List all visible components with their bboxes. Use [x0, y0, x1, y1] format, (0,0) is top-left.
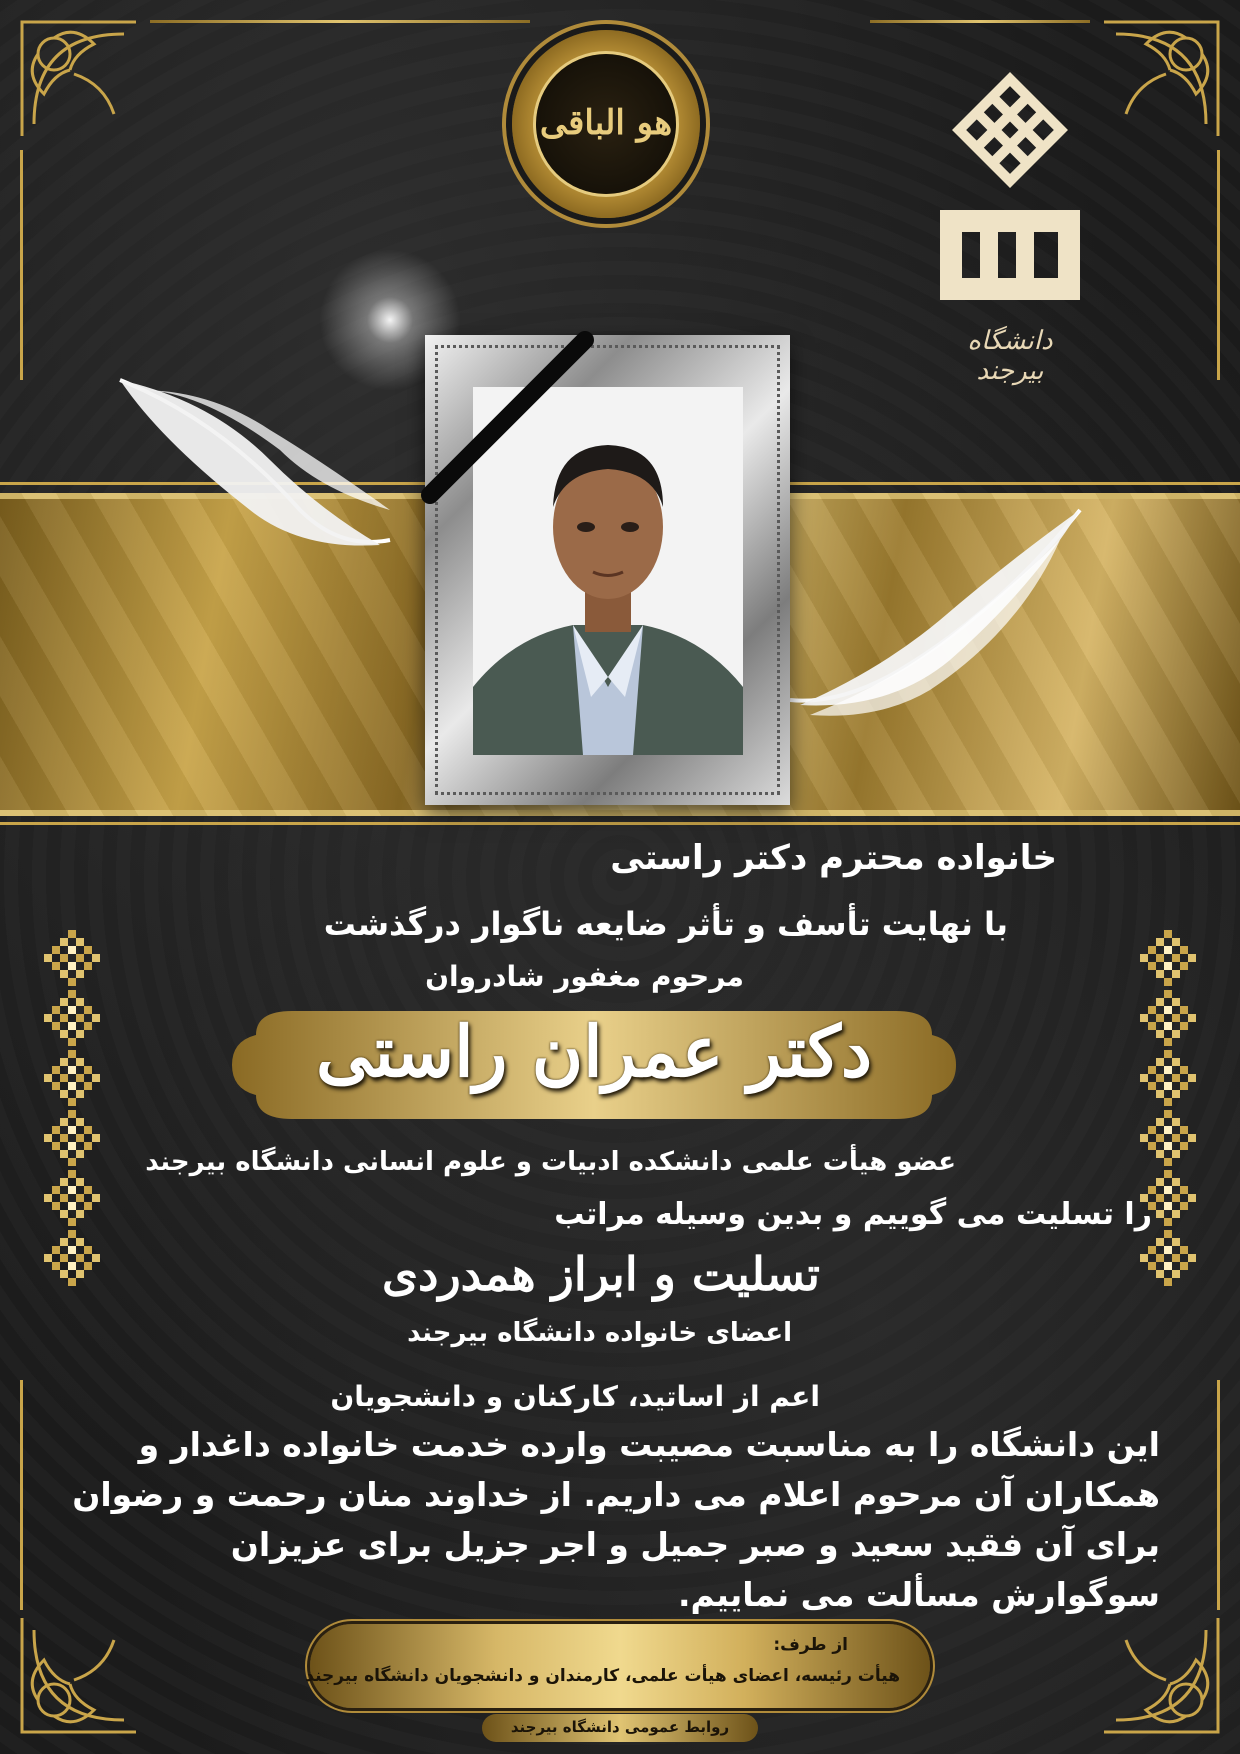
corner-ornament-top-right [1096, 14, 1226, 144]
corner-ornament-bottom-left [14, 1610, 144, 1740]
prayer-paragraph: این دانشگاه را به مناسبت مصیبت وارده خدمت خانواده داغدار و همکاران آن مرحوم اعلام می داریم. از خداوند منان رحمت و رضوان برای آن فقید سعید و صبر جمیل و اجر جزیل برای عزیزان سوگوارش مسألت می نماییم. [72, 1425, 1160, 1614]
gold-rule-bottom [0, 822, 1240, 825]
border-line-right [1217, 150, 1220, 380]
family-line: اعضای خانواده دانشگاه بیرجند [407, 1318, 792, 1348]
corner-ornament-bottom-right [1096, 1610, 1226, 1740]
faculty-line: عضو هیأت علمی دانشکده ادبیات و علوم انسانی دانشگاه بیرجند [145, 1147, 956, 1177]
feather-left-image [100, 360, 400, 560]
border-line-left [20, 150, 23, 380]
border-line-right-bottom [1217, 1380, 1220, 1610]
border-line-top-right [870, 20, 1090, 23]
hoval-baqi-medallion [512, 30, 700, 218]
border-line-top-left [150, 20, 530, 23]
footer-from-label: از طرف: [773, 1635, 848, 1655]
lattice-ornament-left [40, 930, 104, 1290]
deceased-name: دکتر عمران راستی [315, 1010, 873, 1093]
university-logo [930, 60, 1090, 360]
sorrow-line: با نهایت تأسف و تأثر ضایعه ناگوار درگذشت [323, 905, 1008, 943]
lattice-ornament-right [1136, 930, 1200, 1290]
medallion-inner [536, 54, 676, 194]
feather-right-image [780, 500, 1100, 730]
addressee-line: خانواده محترم دکتر راستی [610, 838, 1057, 878]
late-title-line: مرحوم مغفور شادروان [425, 960, 744, 993]
sympathy-heading: تسلیت و ابراز همدردی [381, 1247, 820, 1301]
footer-public-relations: روابط عمومی دانشگاه بیرجند [510, 1718, 730, 1736]
condolence-line: را تسلیت می گوییم و بدین وسیله مراتب [554, 1197, 1152, 1232]
mourning-ribbon [410, 320, 610, 520]
border-line-left-bottom [20, 1380, 23, 1610]
corner-ornament-top-left [14, 14, 144, 144]
footer-signatories: هیأت رئیسه، اعضای هیأت علمی، کارمندان و دانشجویان دانشگاه بیرجند [305, 1666, 900, 1686]
medallion-calligraphy: هو الباقی [539, 103, 673, 144]
members-line: اعم از اساتید، کارکنان و دانشجویان [330, 1380, 820, 1413]
logo-caption: دانشگاه بیرجند [967, 326, 1053, 386]
